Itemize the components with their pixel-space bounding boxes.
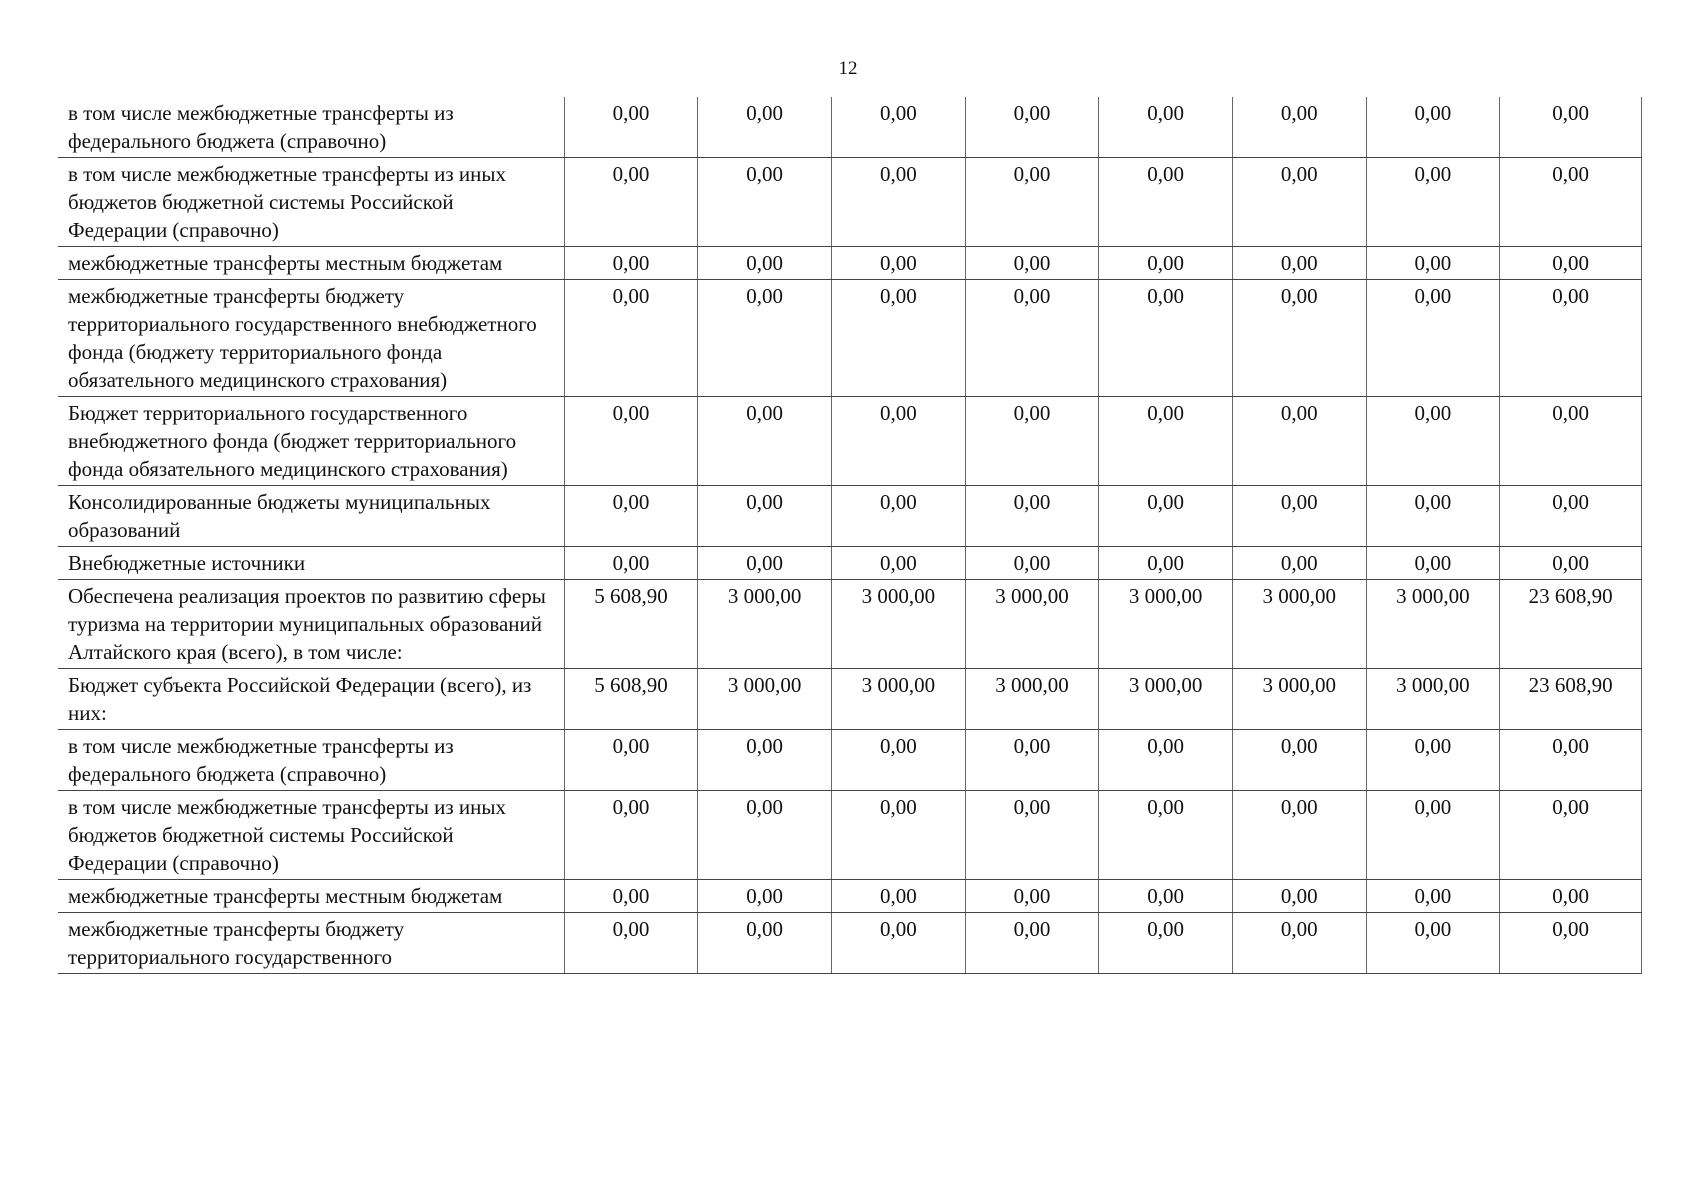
value-cell: 0,00 <box>1099 280 1233 397</box>
value-cell: 0,00 <box>564 486 698 547</box>
row-label: межбюджетные трансферты местным бюджетам <box>58 247 564 280</box>
value-cell: 3 000,00 <box>1366 580 1500 669</box>
budget-table-body <box>58 97 1642 974</box>
value-cell: 3 000,00 <box>1366 669 1500 730</box>
table-row <box>58 97 1642 158</box>
value-cell: 0,00 <box>1232 880 1366 913</box>
value-cell: 0,00 <box>1500 791 1642 880</box>
value-cell: 0,00 <box>1232 280 1366 397</box>
value-cell: 3 000,00 <box>1099 580 1233 669</box>
value-cell: 0,00 <box>1500 730 1642 791</box>
value-cell: 0,00 <box>564 730 698 791</box>
value-cell: 0,00 <box>698 547 832 580</box>
budget-table <box>58 97 1642 974</box>
row-label: межбюджетные трансферты местным бюджетам <box>58 880 564 913</box>
value-cell: 3 000,00 <box>1232 580 1366 669</box>
value-cell: 0,00 <box>1366 97 1500 158</box>
row-label: Обеспечена реализация проектов по развитию сферы туризма на территории муниципальных образований Алтайского края (всего), в том числе: <box>58 580 564 669</box>
value-cell: 0,00 <box>698 486 832 547</box>
value-cell: 23 608,90 <box>1500 580 1642 669</box>
value-cell: 0,00 <box>1366 547 1500 580</box>
value-cell: 0,00 <box>832 547 966 580</box>
table-row <box>58 669 1642 730</box>
value-cell: 0,00 <box>1500 158 1642 247</box>
value-cell: 0,00 <box>965 486 1099 547</box>
page-number: 12 <box>838 58 858 79</box>
value-cell: 0,00 <box>965 547 1099 580</box>
value-cell: 0,00 <box>698 880 832 913</box>
value-cell: 0,00 <box>1366 880 1500 913</box>
value-cell: 0,00 <box>1099 247 1233 280</box>
value-cell: 0,00 <box>965 247 1099 280</box>
value-cell: 0,00 <box>698 730 832 791</box>
value-cell: 0,00 <box>1500 486 1642 547</box>
table-row <box>58 397 1642 486</box>
value-cell: 0,00 <box>1232 158 1366 247</box>
table-row <box>58 486 1642 547</box>
row-label: Консолидированные бюджеты муниципальных образований <box>58 486 564 547</box>
value-cell: 0,00 <box>1232 730 1366 791</box>
value-cell: 0,00 <box>1500 913 1642 974</box>
value-cell: 0,00 <box>832 791 966 880</box>
value-cell: 0,00 <box>564 247 698 280</box>
value-cell: 0,00 <box>965 97 1099 158</box>
value-cell: 0,00 <box>965 158 1099 247</box>
value-cell: 0,00 <box>832 486 966 547</box>
value-cell: 0,00 <box>698 791 832 880</box>
value-cell: 0,00 <box>1366 486 1500 547</box>
value-cell: 0,00 <box>1232 547 1366 580</box>
table-row <box>58 880 1642 913</box>
value-cell: 0,00 <box>1099 158 1233 247</box>
value-cell: 0,00 <box>1366 247 1500 280</box>
value-cell: 0,00 <box>832 730 966 791</box>
row-label: в том числе межбюджетные трансферты из федерального бюджета (справочно) <box>58 97 564 158</box>
value-cell: 0,00 <box>1099 913 1233 974</box>
value-cell: 0,00 <box>1232 97 1366 158</box>
table-row <box>58 247 1642 280</box>
value-cell: 0,00 <box>564 913 698 974</box>
value-cell: 0,00 <box>832 913 966 974</box>
table-row <box>58 158 1642 247</box>
row-label: в том числе межбюджетные трансферты из федерального бюджета (справочно) <box>58 730 564 791</box>
value-cell: 0,00 <box>832 280 966 397</box>
value-cell: 3 000,00 <box>698 669 832 730</box>
value-cell: 0,00 <box>564 791 698 880</box>
value-cell: 0,00 <box>564 880 698 913</box>
value-cell: 3 000,00 <box>698 580 832 669</box>
table-row <box>58 791 1642 880</box>
value-cell: 0,00 <box>832 247 966 280</box>
table-row <box>58 547 1642 580</box>
row-label: межбюджетные трансферты бюджету территориального государственного <box>58 913 564 974</box>
value-cell: 0,00 <box>1500 880 1642 913</box>
value-cell: 3 000,00 <box>1099 669 1233 730</box>
value-cell: 0,00 <box>1366 791 1500 880</box>
table-row <box>58 580 1642 669</box>
value-cell: 3 000,00 <box>832 669 966 730</box>
value-cell: 0,00 <box>965 913 1099 974</box>
value-cell: 0,00 <box>832 397 966 486</box>
value-cell: 0,00 <box>564 97 698 158</box>
row-label: межбюджетные трансферты бюджету территориального государственного внебюджетного фонда (бюджету территориального фонда обязательного медицинского страхования) <box>58 280 564 397</box>
value-cell: 0,00 <box>564 547 698 580</box>
value-cell: 3 000,00 <box>832 580 966 669</box>
value-cell: 0,00 <box>1232 486 1366 547</box>
table-row <box>58 280 1642 397</box>
value-cell: 0,00 <box>698 397 832 486</box>
value-cell: 0,00 <box>965 880 1099 913</box>
value-cell: 0,00 <box>965 397 1099 486</box>
value-cell: 0,00 <box>1366 280 1500 397</box>
value-cell: 0,00 <box>1500 397 1642 486</box>
value-cell: 0,00 <box>1500 547 1642 580</box>
value-cell: 0,00 <box>1366 730 1500 791</box>
value-cell: 0,00 <box>832 880 966 913</box>
value-cell: 0,00 <box>1366 913 1500 974</box>
value-cell: 3 000,00 <box>965 669 1099 730</box>
value-cell: 0,00 <box>564 158 698 247</box>
value-cell: 0,00 <box>1099 880 1233 913</box>
value-cell: 0,00 <box>1099 547 1233 580</box>
row-label: Внебюджетные источники <box>58 547 564 580</box>
table-row <box>58 730 1642 791</box>
value-cell: 0,00 <box>564 280 698 397</box>
value-cell: 0,00 <box>1500 97 1642 158</box>
value-cell: 0,00 <box>965 730 1099 791</box>
value-cell: 0,00 <box>698 158 832 247</box>
value-cell: 0,00 <box>1500 280 1642 397</box>
value-cell: 23 608,90 <box>1500 669 1642 730</box>
value-cell: 0,00 <box>1366 158 1500 247</box>
value-cell: 0,00 <box>1232 247 1366 280</box>
value-cell: 0,00 <box>1099 486 1233 547</box>
value-cell: 5 608,90 <box>564 669 698 730</box>
value-cell: 0,00 <box>564 397 698 486</box>
value-cell: 0,00 <box>965 791 1099 880</box>
value-cell: 5 608,90 <box>564 580 698 669</box>
value-cell: 0,00 <box>1232 913 1366 974</box>
value-cell: 0,00 <box>832 97 966 158</box>
table-row <box>58 913 1642 974</box>
value-cell: 0,00 <box>965 280 1099 397</box>
value-cell: 0,00 <box>1366 397 1500 486</box>
value-cell: 0,00 <box>1232 791 1366 880</box>
row-label: Бюджет субъекта Российской Федерации (всего), из них: <box>58 669 564 730</box>
value-cell: 0,00 <box>698 913 832 974</box>
value-cell: 0,00 <box>1099 730 1233 791</box>
value-cell: 0,00 <box>1099 397 1233 486</box>
value-cell: 0,00 <box>832 158 966 247</box>
row-label: в том числе межбюджетные трансферты из иных бюджетов бюджетной системы Российской Федерации (справочно) <box>58 158 564 247</box>
value-cell: 0,00 <box>1500 247 1642 280</box>
value-cell: 0,00 <box>1232 397 1366 486</box>
value-cell: 0,00 <box>1099 791 1233 880</box>
value-cell: 3 000,00 <box>1232 669 1366 730</box>
value-cell: 0,00 <box>698 280 832 397</box>
value-cell: 3 000,00 <box>965 580 1099 669</box>
value-cell: 0,00 <box>698 247 832 280</box>
value-cell: 0,00 <box>698 97 832 158</box>
value-cell: 0,00 <box>1099 97 1233 158</box>
row-label: Бюджет территориального государственного внебюджетного фонда (бюджет территориального фонда обязательного медицинского страхования) <box>58 397 564 486</box>
row-label: в том числе межбюджетные трансферты из иных бюджетов бюджетной системы Российской Федерации (справочно) <box>58 791 564 880</box>
